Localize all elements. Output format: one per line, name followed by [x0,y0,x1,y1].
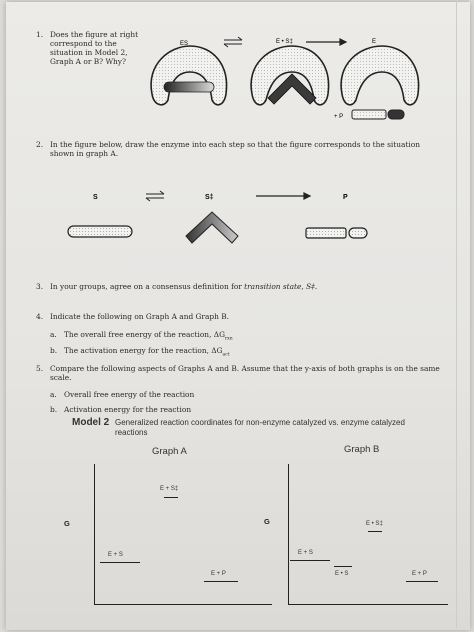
item-letter: a. [50,390,57,399]
graph-b-state-level [290,560,330,561]
label-es-transition: E • S‡ [276,39,293,45]
item-text: Activation energy for the reaction [64,405,192,414]
graph-a-y-axis [94,464,95,604]
graph-a-state-label: E + P [211,571,226,577]
question-number: 3. [36,282,44,291]
figure-2-substrate-diagram [60,188,380,254]
item-letter: b. [50,346,58,355]
graph-a-state-level [204,581,238,582]
question-text [50,140,420,158]
question-text [50,282,317,291]
model-2-desc-line: reactions [115,428,148,437]
graph-b-x-axis [288,604,448,605]
graph-b-state-label: E • S‡ [366,521,383,527]
graph-a-x-axis [94,604,272,605]
model-2-description [115,418,445,438]
product-piece [388,110,404,119]
question-line: shown in graph A. [50,149,119,158]
item-letter: a. [50,330,57,339]
graph-a-state-label: E + S‡ [160,486,179,492]
graph-b-state-label: E + P [412,571,427,577]
question-line: In the figure below, draw the enzyme into each step so that the figure corresponds to the situation [50,140,420,149]
label-es: ES [180,41,189,47]
enzyme-free [341,46,418,119]
item-text: The overall free energy of the reaction, $\Delta G_{rxn}$ [64,330,233,342]
forward-arrow [256,193,310,199]
enzyme-transition-complex [251,46,328,105]
page-margin-line [456,0,457,628]
product-piece [352,110,386,119]
graph-a-state-level [164,497,178,498]
label-p: P [343,194,348,201]
substrate-bar [164,82,214,92]
question-text: Indicate the following on Graph A and Graph B. [50,312,229,321]
graph-b-y-label: G [264,517,270,526]
question-line: Compare the following aspects of Graphs A and B. Assume that the y-axis of both graphs is on the same [50,364,440,373]
label-s-transition: S‡ [205,194,214,201]
graph-b-state-level [406,581,438,582]
product-piece [306,228,346,238]
figure-1-enzyme-diagram [140,24,450,130]
question-text [50,364,440,382]
equilibrium-arrow [146,191,164,201]
graph-b-y-axis [288,464,289,604]
graph-a-state-level [100,562,140,563]
graph-b-state-label: E • S [335,571,349,577]
question-line: correspond to the [50,39,117,48]
graph-a-y-label: G [64,519,70,528]
term-transition-state: transition state, S‡. [244,282,318,291]
item-text: The activation energy for the reaction, $\Delta G_{act}$ [64,346,230,358]
question-line: situation in Model 2, [50,48,128,57]
substrate-transition [186,212,238,243]
model-2-title: Model 2 [72,417,110,428]
label-s: S [93,194,98,201]
enzyme-es-complex [151,46,226,105]
question-line: Graph A or B? Why? [50,57,126,66]
equilibrium-arrow [224,37,242,47]
product-piece [349,228,367,238]
graph-a-state-label: E + S [108,552,123,558]
label-plus-p: + P [334,114,344,120]
model-2-desc-line: Generalized reaction coordinates for non-enzyme catalyzed vs. enzyme catalyzed [115,418,405,427]
item-letter: b. [50,405,58,414]
graph-a-title: Graph A [152,446,187,457]
substrate-s [68,226,132,237]
forward-arrow [306,39,346,45]
item-text: Overall free energy of the reaction [64,390,195,399]
question-number: 4. [36,312,44,321]
question-number: 1. [36,30,44,39]
graph-b-state-level [368,531,382,532]
graph-b-title: Graph B [344,444,380,455]
label-e: E [372,39,377,45]
question-line: scale. [50,373,72,382]
question-text [50,30,138,66]
question-number: 2. [36,140,44,149]
graph-b-state-label: E + S [298,550,313,556]
question-number: 5. [36,364,44,373]
graph-b-state-level [334,566,352,567]
question-line: In your groups, agree on a consensus definition for [50,282,245,291]
question-line: Does the figure at right [50,30,139,39]
